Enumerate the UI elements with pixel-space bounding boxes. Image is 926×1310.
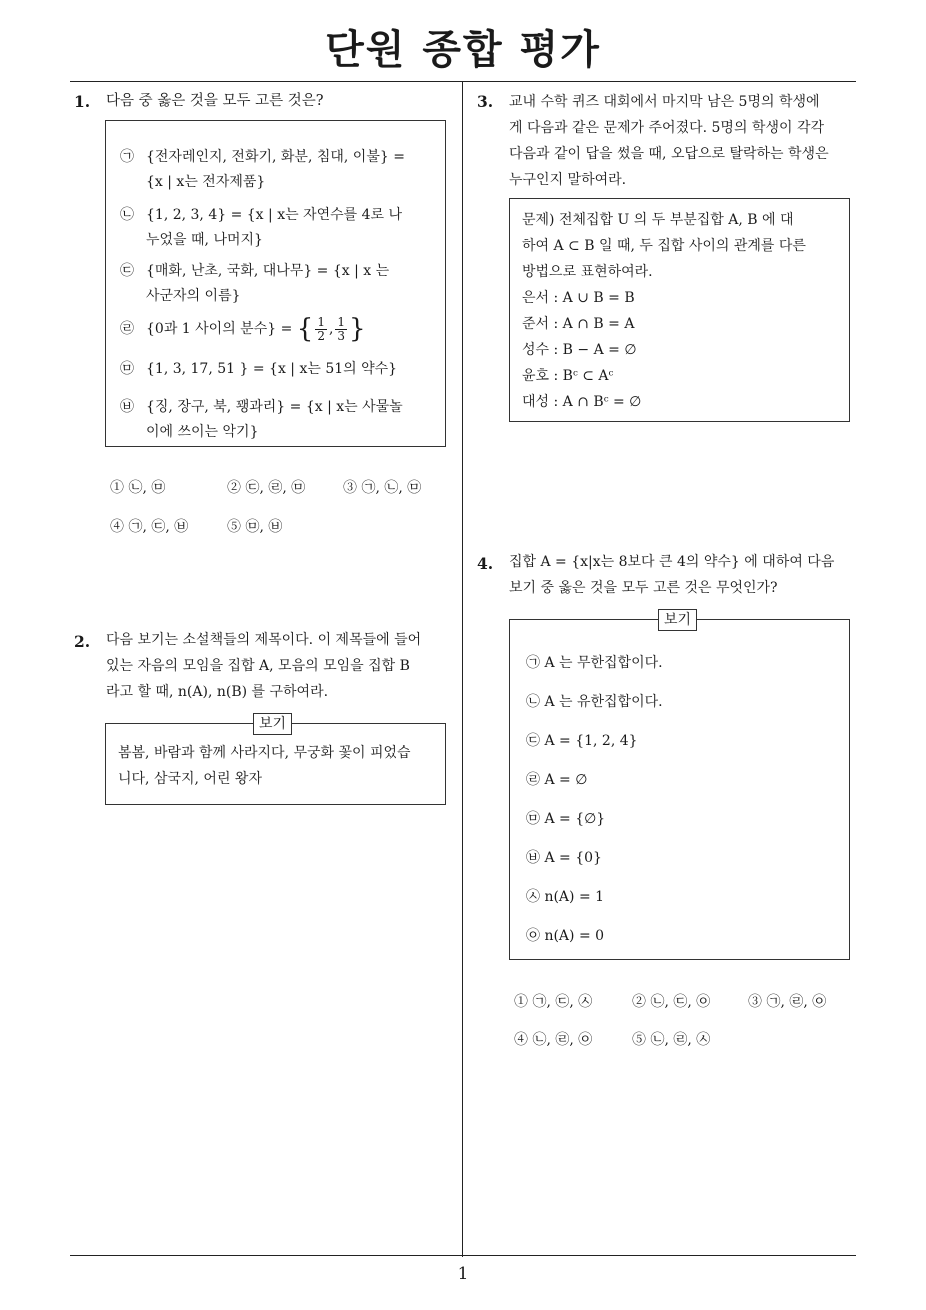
statement-item bbox=[120, 357, 430, 383]
example-item: ㉣ A = ∅ bbox=[526, 772, 588, 788]
item-mark: ㉣ bbox=[120, 321, 134, 337]
question-number: 4. bbox=[477, 554, 494, 573]
item-mark: ㉠ bbox=[120, 149, 134, 165]
item-line: {1, 3, 17, 51 } = {x | x는 51의 약수} bbox=[146, 361, 398, 377]
statement-item: ㉣ {0과 1 사이의 분수} = { $\frac{1}{2}$ , $\frac{1}{3}$ } bbox=[120, 309, 430, 349]
fraction: $\frac{1}{3}$ bbox=[337, 314, 346, 343]
question-stem: 다음 중 옳은 것을 모두 고른 것은? bbox=[106, 93, 324, 109]
item-line: {0과 1 사이의 분수} = bbox=[146, 321, 293, 337]
answer-choice-2[interactable]: ② ㉡, ㉢, ㉧ bbox=[632, 994, 711, 1010]
example-item: ㉢ A = {1, 2, 4} bbox=[526, 733, 638, 749]
answer-choice-2[interactable]: ② ㉢, ㉣, ㉤ bbox=[227, 480, 306, 496]
column-divider bbox=[462, 82, 463, 1257]
example-item: ㉡ A 는 유한집합이다. bbox=[526, 694, 663, 710]
bottom-rule bbox=[70, 1255, 856, 1256]
question-stem-line: 다음 보기는 소설책들의 제목이다. 이 제목들에 들어 bbox=[106, 632, 422, 648]
question-stem-line: 누구인지 말하여라. bbox=[509, 172, 627, 188]
problem-box bbox=[509, 198, 850, 422]
example-item: ㉠ A 는 무한집합이다. bbox=[526, 655, 663, 671]
example-box bbox=[105, 723, 446, 805]
item-line: 누었을 때, 나머지} bbox=[146, 232, 263, 248]
example-line: 봄봄, 바람과 함께 사라지다, 무궁화 꽃이 피었습 bbox=[118, 745, 411, 761]
brace-close: } bbox=[349, 314, 366, 344]
student-answer: 준서 : A ∩ B = A bbox=[522, 316, 635, 332]
answer-choice-4[interactable]: ④ ㉠, ㉢, ㉥ bbox=[110, 519, 189, 535]
problem-line: 문제) 전체집합 U 의 두 부분집합 A, B 에 대 bbox=[522, 212, 794, 228]
question-stem-line: 보기 중 옳은 것을 모두 고른 것은 무엇인가? bbox=[509, 580, 778, 596]
item-mark: ㉢ bbox=[120, 263, 134, 279]
student-answer: 은서 : A ∪ B = B bbox=[522, 290, 635, 306]
item-line: {전자레인지, 전화기, 화분, 침대, 이불} = bbox=[146, 149, 405, 165]
answer-choice-4[interactable]: ④ ㉡, ㉣, ㉧ bbox=[514, 1032, 593, 1048]
question-stem-line: 집합 A = {x|x는 8보다 큰 4의 약수} 에 대하여 다음 bbox=[509, 554, 835, 570]
item-mark: ㉤ bbox=[120, 361, 134, 377]
page-number: 1 bbox=[457, 1264, 469, 1284]
answer-choice-5[interactable]: ⑤ ㉤, ㉥ bbox=[227, 519, 283, 535]
item-line: 이에 쓰이는 악기} bbox=[146, 424, 259, 440]
item-line: 사군자의 이름} bbox=[146, 288, 241, 304]
answer-choice-5[interactable]: ⑤ ㉡, ㉣, ㉦ bbox=[632, 1032, 711, 1048]
example-item: ㉧ n(A) = 0 bbox=[526, 928, 605, 944]
statement-item bbox=[120, 203, 430, 253]
example-label: 보기 bbox=[658, 609, 697, 631]
example-line: 니다, 삼국지, 어린 왕자 bbox=[118, 771, 262, 787]
item-mark: ㉡ bbox=[120, 207, 134, 223]
item-line: {매화, 난초, 국화, 대나무} = {x | x 는 bbox=[146, 263, 390, 279]
question-stem-line: 게 다음과 같은 문제가 주어졌다. 5명의 학생이 각각 bbox=[509, 120, 824, 136]
example-item: ㉤ A = {∅} bbox=[526, 811, 606, 827]
question-number: 3. bbox=[477, 92, 494, 111]
brace-open: { bbox=[296, 314, 314, 344]
page-title: 단원 종합 평가 bbox=[325, 27, 601, 73]
answer-choice-1[interactable]: ① ㉠, ㉢, ㉦ bbox=[514, 994, 593, 1010]
question-stem-line: 라고 할 때, n(A), n(B) 를 구하여라. bbox=[106, 684, 329, 700]
answer-choice-1[interactable]: ① ㉡, ㉤ bbox=[110, 480, 166, 496]
question-stem-line: 있는 자음의 모임을 집합 A, 모음의 모임을 집합 B bbox=[106, 658, 410, 674]
example-label: 보기 bbox=[253, 713, 292, 735]
question-stem-line: 교내 수학 퀴즈 대회에서 마지막 남은 5명의 학생에 bbox=[509, 94, 820, 110]
statement-item bbox=[120, 395, 430, 445]
item-line: {징, 장구, 북, 꽹과리} = {x | x는 사물놀 bbox=[146, 399, 403, 415]
statement-item bbox=[120, 259, 430, 309]
statement-box bbox=[105, 120, 446, 447]
item-mark: ㉥ bbox=[120, 399, 134, 415]
student-answer: 대성 : A ∩ Bᶜ = ∅ bbox=[522, 394, 642, 410]
answer-choice-3[interactable]: ③ ㉠, ㉡, ㉤ bbox=[343, 480, 422, 496]
item-line: {x | x는 전자제품} bbox=[146, 174, 266, 190]
fraction: $\frac{1}{2}$ bbox=[317, 314, 325, 343]
answer-choice-3[interactable]: ③ ㉠, ㉣, ㉧ bbox=[748, 994, 827, 1010]
statement-item bbox=[120, 145, 430, 195]
question-number: 1. bbox=[74, 92, 91, 111]
item-line: {1, 2, 3, 4} = {x | x는 자연수를 4로 나 bbox=[146, 207, 403, 223]
problem-line: 하여 A ⊂ B 일 때, 두 집합 사이의 관계를 다른 bbox=[522, 238, 806, 254]
example-item: ㉦ n(A) = 1 bbox=[526, 889, 605, 905]
question-stem-line: 다음과 같이 답을 썼을 때, 오답으로 탈락하는 학생은 bbox=[509, 146, 829, 162]
student-answer: 성수 : B − A = ∅ bbox=[522, 342, 637, 358]
top-rule bbox=[70, 81, 856, 82]
problem-line: 방법으로 표현하여라. bbox=[522, 264, 653, 280]
example-item: ㉥ A = {0} bbox=[526, 850, 602, 866]
question-number: 2. bbox=[74, 632, 91, 651]
student-answer: 윤호 : Bᶜ ⊂ Aᶜ bbox=[522, 368, 614, 384]
example-box bbox=[509, 619, 850, 960]
